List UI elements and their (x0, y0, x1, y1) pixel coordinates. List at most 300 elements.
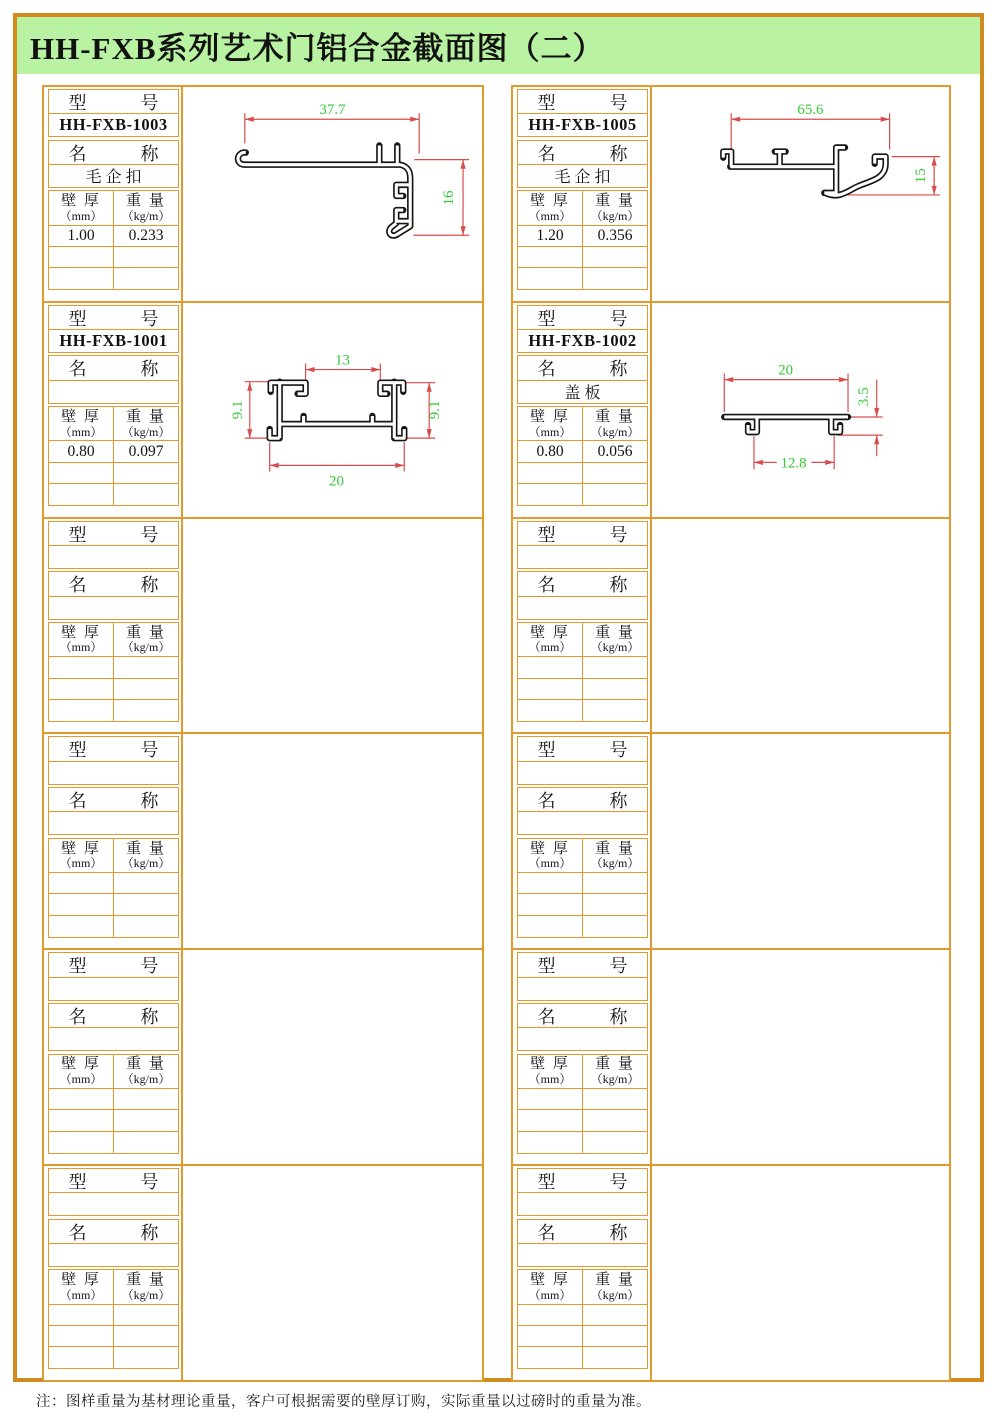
name-header (517, 1003, 648, 1029)
thickness-unit: （mm） (59, 640, 103, 655)
empty-cell (49, 1326, 113, 1347)
empty-cell (113, 1305, 178, 1326)
model-header (48, 952, 179, 978)
model-header-label: 型 号 (537, 956, 628, 977)
drawing-area (181, 87, 482, 301)
model-value (517, 761, 648, 785)
empty-cell (518, 657, 582, 678)
name-value (517, 1243, 648, 1267)
empty-cell (582, 894, 647, 915)
thickness-label: 壁 厚 (61, 624, 101, 641)
empty-cell (113, 1089, 178, 1110)
empty-cell (113, 1326, 178, 1347)
empty-cell (113, 700, 178, 721)
empty-cell (518, 916, 582, 937)
empty-cell (582, 1110, 647, 1131)
drawing-area (181, 519, 482, 733)
model-header-label: 型 号 (537, 308, 628, 329)
empty-row (517, 462, 648, 485)
model-value (517, 977, 648, 1001)
empty-row (517, 1346, 648, 1369)
empty-cell (49, 1089, 113, 1110)
drawing-area (650, 734, 949, 948)
name-header-label: 名 称 (68, 143, 159, 164)
empty-cell (582, 873, 647, 894)
empty-cell (49, 1110, 113, 1131)
weight-label: 重 量 (126, 840, 166, 857)
thickness-unit: （mm） (528, 640, 572, 655)
weight-unit: （kg/m） (590, 856, 640, 871)
empty-cell (518, 1110, 582, 1131)
weight-label: 重 量 (595, 408, 635, 425)
model-text: HH-FXB-1001 (59, 331, 168, 351)
spec-table (513, 87, 650, 301)
model-header-label: 型 号 (68, 93, 159, 113)
name-value (48, 380, 179, 404)
weight-header (582, 407, 647, 441)
weight-header (582, 191, 647, 225)
empty-row (48, 1088, 179, 1111)
name-header (48, 787, 179, 813)
empty-row (48, 483, 179, 506)
empty-cell (113, 463, 178, 484)
name-header (517, 140, 648, 166)
name-value (517, 380, 648, 404)
thickness-label: 壁 厚 (61, 840, 101, 857)
thickness-header (518, 1055, 582, 1089)
empty-profile-cell (44, 1164, 482, 1380)
thickness-weight-header (517, 406, 648, 442)
thickness-unit: （mm） (59, 856, 103, 871)
name-value (517, 164, 648, 188)
thickness-unit: （mm） (528, 208, 572, 223)
spec-table (44, 734, 181, 948)
empty-row (48, 699, 179, 722)
thickness-weight-header (48, 1054, 179, 1090)
thickness-unit: （mm） (59, 424, 103, 439)
model-value (48, 113, 179, 137)
empty-cell (582, 1347, 647, 1368)
empty-row (517, 893, 648, 916)
thickness-weight-header (48, 190, 179, 226)
model-value (517, 329, 648, 353)
spec-table (513, 1166, 650, 1380)
weight-unit: （kg/m） (590, 1072, 640, 1087)
thickness-label: 壁 厚 (61, 1056, 101, 1073)
footer-note: 注：图样重量为基材理论重量，客户可根据需要的壁厚订购，实际重量以过磅时的重量为准。 (36, 1394, 651, 1410)
empty-profile-cell (513, 948, 949, 1164)
profile-drawing-1005 (652, 87, 949, 301)
drawing-area (650, 950, 949, 1164)
profile-outline (270, 382, 405, 438)
empty-row (517, 656, 648, 679)
model-value (48, 329, 179, 353)
thickness-weight-header (517, 1269, 648, 1305)
thickness-weight-header (48, 622, 179, 658)
weight-label: 重 量 (126, 624, 166, 641)
weight-unit: （kg/m） (121, 856, 171, 871)
thickness-value: 1.00 (67, 227, 95, 245)
model-header (48, 305, 179, 331)
model-value (517, 545, 648, 569)
drawing-area (650, 1166, 949, 1380)
empty-row (48, 1325, 179, 1348)
spec-table (513, 519, 650, 733)
thickness-unit: （mm） (59, 1287, 103, 1302)
empty-row (517, 1131, 648, 1154)
model-header (48, 1168, 179, 1194)
empty-cell (49, 700, 113, 721)
thickness-unit: （mm） (59, 1072, 103, 1087)
drawing-area (650, 87, 949, 301)
thickness-header (49, 191, 113, 225)
profile-drawing-1002 (652, 303, 949, 517)
dim-bottom-label: 20 (329, 473, 344, 490)
empty-profile-cell (44, 948, 482, 1164)
thickness-unit: （mm） (528, 1287, 572, 1302)
page-title: HH-FXB系列艺术门铝合金截面图（二） (30, 31, 605, 66)
spec-table (513, 734, 650, 948)
empty-row (48, 915, 179, 938)
empty-cell (518, 873, 582, 894)
weight-label: 重 量 (595, 193, 635, 210)
empty-cell (113, 679, 178, 700)
dim-width-label: 65.6 (797, 102, 824, 119)
drawing-area (181, 950, 482, 1164)
weight-unit: （kg/m） (121, 1072, 171, 1087)
model-text: HH-FXB-1005 (528, 115, 637, 135)
empty-row (48, 678, 179, 701)
value-row (517, 440, 648, 463)
spec-table (44, 87, 181, 301)
model-header-label: 型 号 (68, 524, 159, 545)
empty-cell (518, 484, 582, 505)
thickness-weight-header (517, 622, 648, 658)
weight-label: 重 量 (595, 624, 635, 641)
weight-header (113, 407, 178, 441)
model-header (48, 521, 179, 547)
name-header (48, 1219, 179, 1245)
spec-table (44, 1166, 181, 1380)
weight-unit: （kg/m） (590, 640, 640, 655)
name-text: 盖 板 (564, 385, 601, 403)
dim-top-label: 20 (778, 362, 794, 379)
empty-cell (49, 657, 113, 678)
profile-cell-1003 (44, 87, 482, 301)
dim-left-label: 9.1 (229, 400, 246, 420)
grid-right-column (511, 85, 951, 1382)
empty-profile-cell (44, 517, 482, 733)
empty-row (48, 246, 179, 269)
profile-inner (270, 382, 405, 438)
name-header (48, 355, 179, 381)
name-value (517, 596, 648, 620)
weight-header (113, 191, 178, 225)
profile-cell-1002 (513, 301, 949, 517)
weight-header (113, 839, 178, 873)
empty-row (48, 462, 179, 485)
name-header-label: 名 称 (68, 359, 159, 380)
thickness-header (49, 1270, 113, 1304)
drawing-area (181, 1166, 482, 1380)
thickness-label: 壁 厚 (530, 840, 570, 857)
empty-cell (49, 1305, 113, 1326)
empty-row (517, 915, 648, 938)
empty-row (48, 656, 179, 679)
profile-outline (723, 148, 885, 196)
thickness-unit: （mm） (528, 424, 572, 439)
name-header (48, 1003, 179, 1029)
name-value (48, 1027, 179, 1051)
empty-row (48, 267, 179, 290)
model-value (48, 977, 179, 1001)
empty-row (517, 1304, 648, 1327)
empty-cell (49, 1347, 113, 1368)
empty-cell (582, 1132, 647, 1153)
thickness-unit: （mm） (59, 208, 103, 223)
name-header (48, 140, 179, 166)
name-value (48, 596, 179, 620)
model-text: HH-FXB-1003 (59, 115, 168, 135)
thickness-header (518, 839, 582, 873)
model-value (48, 545, 179, 569)
empty-cell (518, 463, 582, 484)
empty-cell (582, 657, 647, 678)
name-header (48, 571, 179, 597)
empty-cell (518, 1347, 582, 1368)
empty-cell (113, 484, 178, 505)
empty-row (48, 1346, 179, 1369)
weight-unit: （kg/m） (121, 1287, 171, 1302)
model-header (517, 1168, 648, 1194)
thickness-label: 壁 厚 (530, 1272, 570, 1289)
empty-row (517, 1109, 648, 1132)
thickness-header (49, 407, 113, 441)
dim-bottom-label: 12.8 (780, 455, 807, 472)
empty-cell (518, 894, 582, 915)
weight-header (113, 1270, 178, 1304)
weight-unit: （kg/m） (590, 424, 640, 439)
model-header (517, 89, 648, 115)
weight-label: 重 量 (126, 1272, 166, 1289)
name-header-label: 名 称 (68, 575, 159, 596)
name-value (48, 811, 179, 835)
weight-header (582, 623, 647, 657)
dim-height-label: 3.5 (855, 387, 872, 407)
dim-width-label: 37.7 (319, 102, 346, 119)
empty-row (517, 872, 648, 895)
weight-label: 重 量 (595, 840, 635, 857)
empty-cell (113, 894, 178, 915)
empty-cell (518, 1326, 582, 1347)
model-header-label: 型 号 (537, 740, 628, 761)
thickness-label: 壁 厚 (530, 624, 570, 641)
thickness-unit: （mm） (528, 1072, 572, 1087)
name-value (517, 1027, 648, 1051)
model-value (48, 1192, 179, 1216)
thickness-label: 壁 厚 (61, 193, 101, 210)
empty-cell (49, 873, 113, 894)
empty-profile-cell (513, 1164, 949, 1380)
profile-outline (238, 146, 410, 236)
empty-cell (582, 679, 647, 700)
empty-profile-cell (513, 517, 949, 733)
profile-drawing-1001 (183, 303, 482, 517)
spec-table (44, 950, 181, 1164)
profile-drawing-1003 (183, 87, 482, 301)
weight-label: 重 量 (126, 1056, 166, 1073)
empty-row (48, 893, 179, 916)
profile-cell-1005 (513, 87, 949, 301)
drawing-area (650, 519, 949, 733)
name-header (517, 787, 648, 813)
model-header (517, 521, 648, 547)
model-header (517, 736, 648, 762)
weight-unit: （kg/m） (590, 208, 640, 223)
empty-cell (49, 1132, 113, 1153)
profile-cell-1001 (44, 301, 482, 517)
empty-profile-cell (44, 732, 482, 948)
empty-profile-cell (513, 732, 949, 948)
profile-inner (238, 146, 410, 236)
thickness-value: 0.80 (67, 442, 95, 460)
name-value (48, 164, 179, 188)
name-value (517, 811, 648, 835)
drawing-area (650, 303, 949, 517)
name-header-label: 名 称 (68, 791, 159, 812)
weight-unit: （kg/m） (121, 640, 171, 655)
weight-header (113, 623, 178, 657)
empty-row (517, 1325, 648, 1348)
name-header (517, 1219, 648, 1245)
model-header-label: 型 号 (68, 956, 159, 977)
empty-row (517, 678, 648, 701)
name-header-label: 名 称 (537, 791, 628, 812)
thickness-header (518, 623, 582, 657)
model-header (517, 305, 648, 331)
thickness-weight-header (517, 190, 648, 226)
thickness-unit: （mm） (528, 856, 572, 871)
model-value (517, 1192, 648, 1216)
empty-cell (582, 463, 647, 484)
empty-row (517, 246, 648, 269)
thickness-label: 壁 厚 (530, 408, 570, 425)
empty-cell (582, 484, 647, 505)
empty-cell (113, 657, 178, 678)
empty-cell (49, 484, 113, 505)
empty-cell (518, 1089, 582, 1110)
model-header (48, 736, 179, 762)
model-header-label: 型 号 (68, 308, 159, 329)
model-header (48, 89, 179, 115)
weight-header (582, 839, 647, 873)
weight-value: 0.097 (113, 441, 178, 462)
weight-unit: （kg/m） (121, 208, 171, 223)
empty-cell (49, 463, 113, 484)
weight-header (582, 1055, 647, 1089)
weight-header (113, 1055, 178, 1089)
weight-label: 重 量 (595, 1272, 635, 1289)
empty-row (48, 872, 179, 895)
thickness-label: 壁 厚 (530, 1056, 570, 1073)
empty-cell (582, 1089, 647, 1110)
thickness-weight-header (48, 406, 179, 442)
empty-cell (49, 679, 113, 700)
title-bar (17, 17, 980, 74)
empty-cell (49, 916, 113, 937)
weight-value: 0.056 (582, 441, 647, 462)
drawing-area (181, 734, 482, 948)
empty-cell (582, 268, 647, 289)
spec-table (44, 303, 181, 517)
model-header-label: 型 号 (537, 1172, 628, 1193)
model-header-label: 型 号 (68, 740, 159, 761)
empty-cell (49, 247, 113, 268)
thickness-value: 0.80 (536, 442, 564, 460)
dimension-lines (245, 113, 469, 235)
model-header-label: 型 号 (68, 1172, 159, 1193)
thickness-weight-header (517, 838, 648, 874)
model-value (517, 113, 648, 137)
empty-row (48, 1304, 179, 1327)
empty-row (48, 1109, 179, 1132)
empty-cell (518, 700, 582, 721)
thickness-weight-header (517, 1054, 648, 1090)
empty-cell (518, 1132, 582, 1153)
empty-cell (113, 916, 178, 937)
empty-cell (582, 1305, 647, 1326)
weight-label: 重 量 (126, 408, 166, 425)
empty-cell (113, 247, 178, 268)
empty-cell (518, 268, 582, 289)
name-header-label: 名 称 (537, 1006, 628, 1027)
weight-header (582, 1270, 647, 1304)
profile-outline (724, 417, 848, 432)
name-header-label: 名 称 (537, 359, 628, 380)
model-header-label: 型 号 (537, 93, 628, 113)
empty-cell (582, 1326, 647, 1347)
thickness-header (518, 407, 582, 441)
empty-cell (113, 268, 178, 289)
drawing-area (181, 303, 482, 517)
thickness-weight-header (48, 838, 179, 874)
empty-cell (518, 247, 582, 268)
thickness-label: 壁 厚 (61, 408, 101, 425)
thickness-label: 壁 厚 (61, 1272, 101, 1289)
model-header-label: 型 号 (537, 524, 628, 545)
model-value (48, 761, 179, 785)
empty-cell (49, 268, 113, 289)
empty-row (517, 1088, 648, 1111)
weight-unit: （kg/m） (121, 424, 171, 439)
empty-cell (582, 247, 647, 268)
value-row (48, 440, 179, 463)
dim-height-label: 15 (913, 168, 930, 184)
empty-cell (518, 679, 582, 700)
spec-table (513, 303, 650, 517)
empty-row (48, 1131, 179, 1154)
weight-unit: （kg/m） (590, 1287, 640, 1302)
grid-left-column (42, 85, 484, 1382)
thickness-weight-header (48, 1269, 179, 1305)
thickness-header (518, 191, 582, 225)
name-text: 毛 企 扣 (554, 169, 611, 187)
name-value (48, 1243, 179, 1267)
name-header-label: 名 称 (68, 1006, 159, 1027)
spec-table (513, 950, 650, 1164)
dim-height-label: 16 (441, 190, 458, 206)
value-row (517, 225, 648, 248)
